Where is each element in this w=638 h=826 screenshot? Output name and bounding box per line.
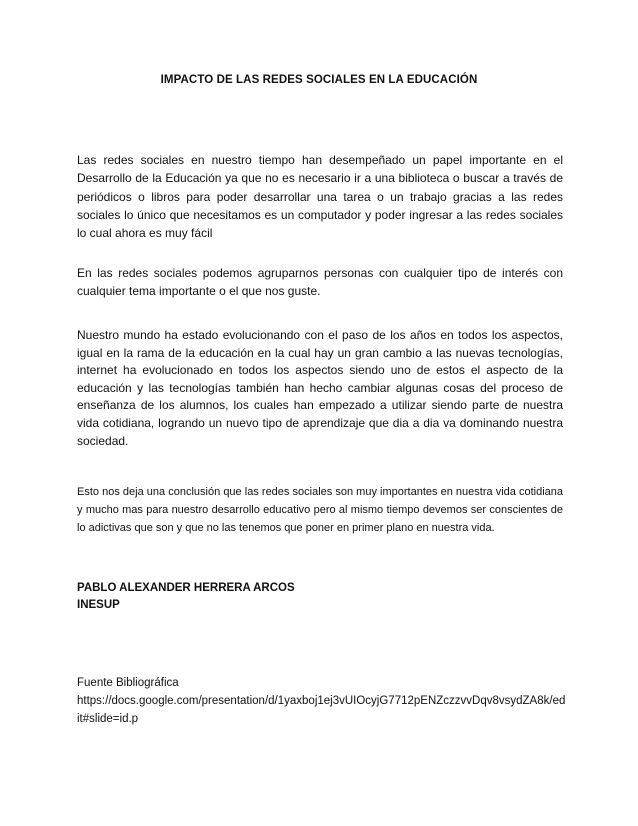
- paragraph-conclusion: Esto nos deja una conclusión que las redes sociales son muy importantes en nuestra vida cotidiana y mucho mas para nuestro desarrollo educativo pero al mismo tiempo devemos ser conscientes de lo adictivas que son y que no las tenemos que poner en primer plano en nuestra vida.: [77, 486, 563, 534]
- author-institution: INESUP: [77, 599, 120, 611]
- source-url[interactable]: https://docs.google.com/presentation/d/1yaxboj1ej3vUIOcyjG7712pENZczzvvDqv8vsydZA8k/edit#slide=id.p: [77, 695, 566, 725]
- paragraph-evolution: Nuestro mundo ha estado evolucionando con el paso de los años en todos los aspectos, igual en la rama de la educación en la cual hay un gran cambio a las nuevas tecnologías, internet ha evolucionado en todos los aspectos siendo uno de estos el aspecto de la educación y las tecnologías también han hecho cambiar algunas cosas del proceso de enseñanza de los alumnos, los cuales han empezado a utilizar siendo parte de nuestra vida cotidiana, logrando un nuevo tipo de aprendizaje que dia a dia va dominando nuestra sociedad.: [77, 328, 563, 448]
- author-block: [77, 580, 295, 614]
- paragraph-groups: En las redes sociales podemos agruparnos personas con cualquier tipo de interés con cualquier tema importante o el que nos guste.: [77, 266, 563, 299]
- source-label: Fuente Bibliográfica: [77, 677, 179, 689]
- author-name: PABLO ALEXANDER HERRERA ARCOS: [77, 582, 295, 594]
- source-block: [77, 674, 567, 728]
- document-title: IMPACTO DE LAS REDES SOCIALES EN LA EDUCACIÓN: [160, 74, 478, 86]
- paragraph-intro: Las redes sociales en nuestro tiempo han desempeñado un papel importante en el Desarrollo de la Educación ya que no es necesario ir a una biblioteca o buscar a través de periódicos o libros para poder desarrollar una tarea o un trabajo gracias a las redes sociales lo único que necesitamos es un computador y poder ingresar a las redes sociales lo cual ahora es muy fácil: [77, 153, 563, 241]
